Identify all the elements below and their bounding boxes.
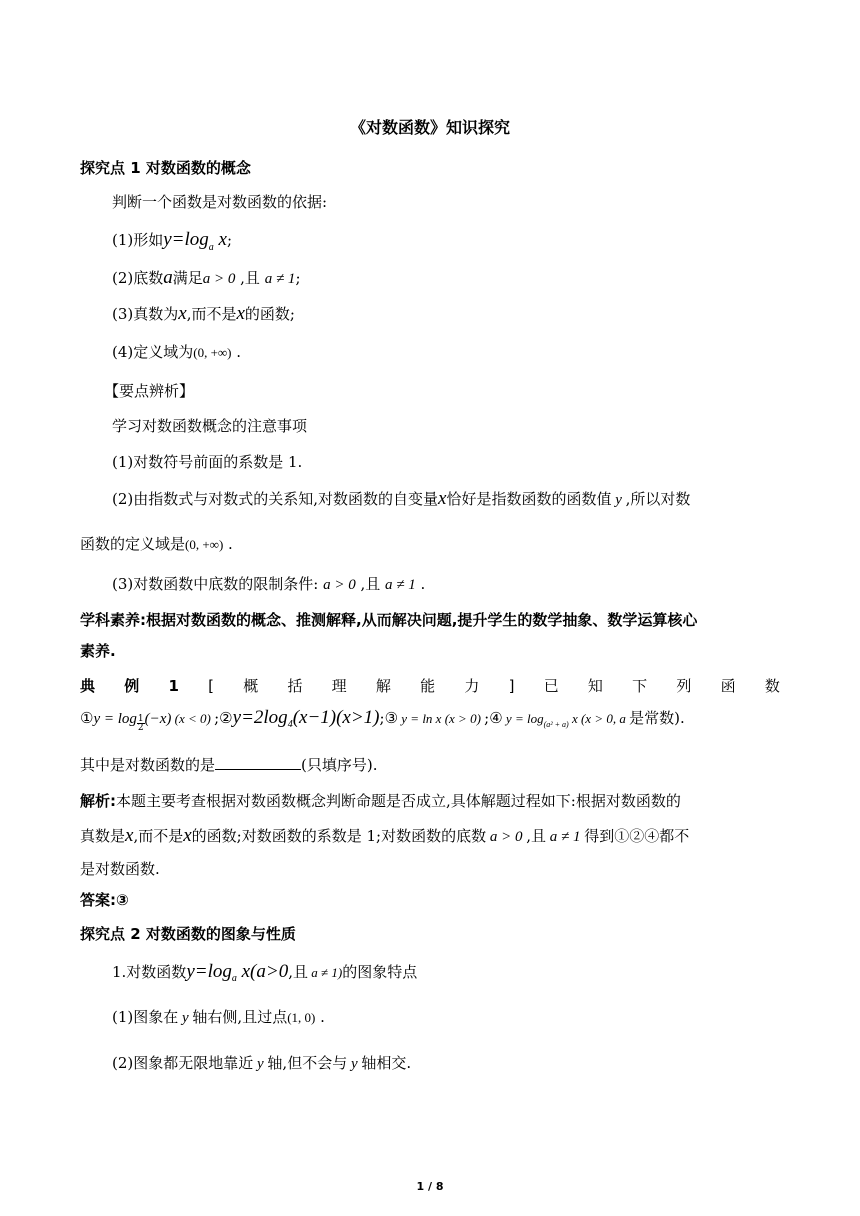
criterion-4 xyxy=(112,342,241,363)
graph-feature-1 xyxy=(112,1007,325,1028)
domain-interval: (0, +∞) xyxy=(193,345,232,360)
function-2-label: ;② xyxy=(214,709,233,727)
fraction-denominator: 2 xyxy=(137,723,144,733)
function-4-note: 是常数). xyxy=(629,709,685,727)
fixed-point: (1, 0) xyxy=(287,1010,316,1025)
log-base: a xyxy=(231,973,237,984)
solution-line-3: 是对数函数. xyxy=(80,860,160,878)
criterion-2-label: (2)底数 xyxy=(112,269,164,287)
variable-y: y xyxy=(611,492,626,508)
criterion-3-text: ,而不是 xyxy=(186,305,237,323)
function-2-argument: (x−1)(x>1) xyxy=(292,707,380,728)
solution-line-1 xyxy=(80,791,681,811)
function-3: y = ln x (x > 0) xyxy=(398,711,485,726)
criterion-3-label: (3)真数为 xyxy=(112,305,179,323)
example-word: 列 xyxy=(676,677,692,695)
key-point-2-text: 恰好是指数函数的函数值 xyxy=(446,490,612,508)
solution-text: 的函数;对数函数的系数是 1;对数函数的底数 xyxy=(191,827,487,845)
condition-positive: a > 0 xyxy=(202,271,236,287)
variable-y: y xyxy=(253,1056,268,1072)
punctuation: . xyxy=(231,343,242,361)
punctuation: ; xyxy=(226,231,233,249)
graph-feature-text: 轴,但不会与 xyxy=(267,1054,348,1072)
example-word: 概 xyxy=(243,677,259,695)
variable-x: x xyxy=(178,303,187,324)
example-word: 例 xyxy=(124,677,140,695)
conjunction: ,且 xyxy=(235,269,265,287)
question-text: (只填序号). xyxy=(301,756,378,774)
criterion-1-label: (1)形如 xyxy=(112,231,164,249)
example-1-question xyxy=(80,755,378,775)
key-point-2-text: 函数的定义域是 xyxy=(80,535,186,553)
example-word: 数 xyxy=(764,677,780,695)
example-word: [ xyxy=(208,677,214,695)
conjunction: ,且 xyxy=(526,827,546,845)
example-word: 理 xyxy=(331,677,347,695)
graph-feature-text: 1.对数函数 xyxy=(112,963,187,981)
condition-not-one: a ≠ 1 xyxy=(546,829,585,845)
key-points-intro: 学习对数函数概念的注意事项 xyxy=(112,417,308,435)
variable-y: y xyxy=(347,1056,362,1072)
criterion-3 xyxy=(112,304,295,324)
function-4-argument: x (x > 0, a xyxy=(568,711,630,726)
key-point-3-text: (3)对数函数中底数的限制条件: xyxy=(112,575,324,593)
solution-line-2 xyxy=(80,826,689,847)
key-point-2-text: (2)由指数式与对数式的关系知,对数函数的自变量 xyxy=(112,490,439,508)
section-heading-1: 探究点 1 对数函数的概念 xyxy=(80,159,251,177)
punctuation: . xyxy=(415,575,426,593)
function-2-base: 4 xyxy=(287,719,293,730)
document-title: 《对数函数》知识探究 xyxy=(349,118,510,137)
solution-text: 本题主要考查根据对数函数概念判断命题是否成立,具体解题过程如下:根据对数函数的 xyxy=(116,792,681,810)
criterion-2 xyxy=(112,268,301,289)
criterion-2-text: 满足 xyxy=(172,269,203,287)
example-word: 括 xyxy=(287,677,303,695)
page-number: 1 / 8 xyxy=(416,1180,444,1193)
variable-x: x xyxy=(236,303,245,324)
criterion-3-end: 的函数; xyxy=(244,305,295,323)
punctuation: ; xyxy=(295,269,301,287)
example-1-header xyxy=(80,676,780,696)
condition-positive: a > 0 xyxy=(486,829,527,845)
solution-label: 解析: xyxy=(80,792,116,810)
condition-positive: a > 0 xyxy=(323,577,356,593)
question-text: 其中是对数函数的是 xyxy=(80,756,216,774)
solution-text: 真数是 xyxy=(80,827,126,845)
example-word: 解 xyxy=(375,677,391,695)
domain-interval: (0, +∞) xyxy=(185,537,224,552)
function-4: y = log xyxy=(502,711,544,726)
key-point-3 xyxy=(112,574,425,595)
graph-feature-text: 轴相交. xyxy=(361,1054,412,1072)
graph-feature-intro xyxy=(112,962,417,989)
key-point-2-text: ,所以对数 xyxy=(625,490,691,508)
punctuation: . xyxy=(315,1008,325,1026)
example-word: 能 xyxy=(420,677,436,695)
conjunction: ,且 xyxy=(355,575,386,593)
criterion-1 xyxy=(112,230,232,258)
literacy-line-2: 素养. xyxy=(80,642,116,660)
function-1-argument: (−x) xyxy=(144,711,172,727)
example-word: 典 xyxy=(80,677,96,695)
answer-line xyxy=(80,890,129,910)
example-word: 知 xyxy=(587,677,603,695)
example-word: 下 xyxy=(632,677,648,695)
variable-x: x xyxy=(183,825,192,846)
graph-feature-text: (1)图象在 xyxy=(112,1008,179,1026)
example-word: 已 xyxy=(543,677,559,695)
key-point-2 xyxy=(112,489,690,510)
graph-feature-text: (2)图象都无限地靠近 xyxy=(112,1054,254,1072)
example-word: ] xyxy=(508,677,515,695)
function-4-base: (a² + a) xyxy=(543,720,569,729)
conjunction: ,且 xyxy=(288,963,308,981)
fraction-numerator: 1 xyxy=(137,714,144,724)
condition-not-one: a ≠ 1) xyxy=(307,965,343,980)
key-point-1: (1)对数符号前面的系数是 1. xyxy=(112,453,303,471)
variable-x: x xyxy=(125,825,134,846)
solution-text: 得到①②④都不 xyxy=(584,827,690,845)
criterion-4-label: (4)定义域为 xyxy=(112,343,194,361)
log-expression: y=log xyxy=(163,229,209,250)
solution-text: ,而不是 xyxy=(133,827,184,845)
answer-label: 答案: xyxy=(80,891,116,909)
graph-feature-text: 的图象特点 xyxy=(342,963,418,981)
base-variable: a xyxy=(163,267,173,288)
graph-feature-2 xyxy=(112,1053,411,1074)
variable-x: x xyxy=(438,488,447,509)
condition-not-one: a ≠ 1 xyxy=(264,271,296,287)
condition-not-one: a ≠ 1 xyxy=(385,577,416,593)
key-points-heading: 【要点辨析】 xyxy=(104,382,195,400)
function-1-label: ① xyxy=(80,709,94,727)
example-word: 函 xyxy=(720,677,736,695)
function-1-condition: (x < 0) xyxy=(171,711,215,726)
log-argument: x xyxy=(213,229,227,250)
example-1-functions xyxy=(80,708,685,735)
example-word: 力 xyxy=(464,677,480,695)
graph-feature-text: 轴右侧,且过点 xyxy=(192,1008,288,1026)
log-argument: x(a>0 xyxy=(236,961,289,982)
log-base: a xyxy=(208,241,214,253)
log-expression: y=log xyxy=(186,961,232,982)
example-word: 1 xyxy=(168,677,179,695)
section-heading-2: 探究点 2 对数函数的图象与性质 xyxy=(80,925,296,943)
answer-value: ③ xyxy=(116,891,129,909)
function-1: y = log xyxy=(93,711,137,727)
literacy-line-1: 学科素养:根据对数函数的概念、推测解释,从而解决问题,提升学生的数学抽象、数学运算核心 xyxy=(80,611,698,629)
function-3-label: ;③ xyxy=(379,709,399,727)
criterion-1-math xyxy=(163,229,227,253)
punctuation: . xyxy=(223,535,233,553)
intro-text: 判断一个函数是对数函数的依据: xyxy=(112,193,328,211)
function-4-label: ;④ xyxy=(484,709,503,727)
fraction-one-half xyxy=(137,715,145,732)
variable-y: y xyxy=(178,1010,193,1026)
answer-blank xyxy=(215,755,301,770)
function-2: y=2log xyxy=(232,707,288,728)
key-point-2-continued xyxy=(80,534,233,555)
